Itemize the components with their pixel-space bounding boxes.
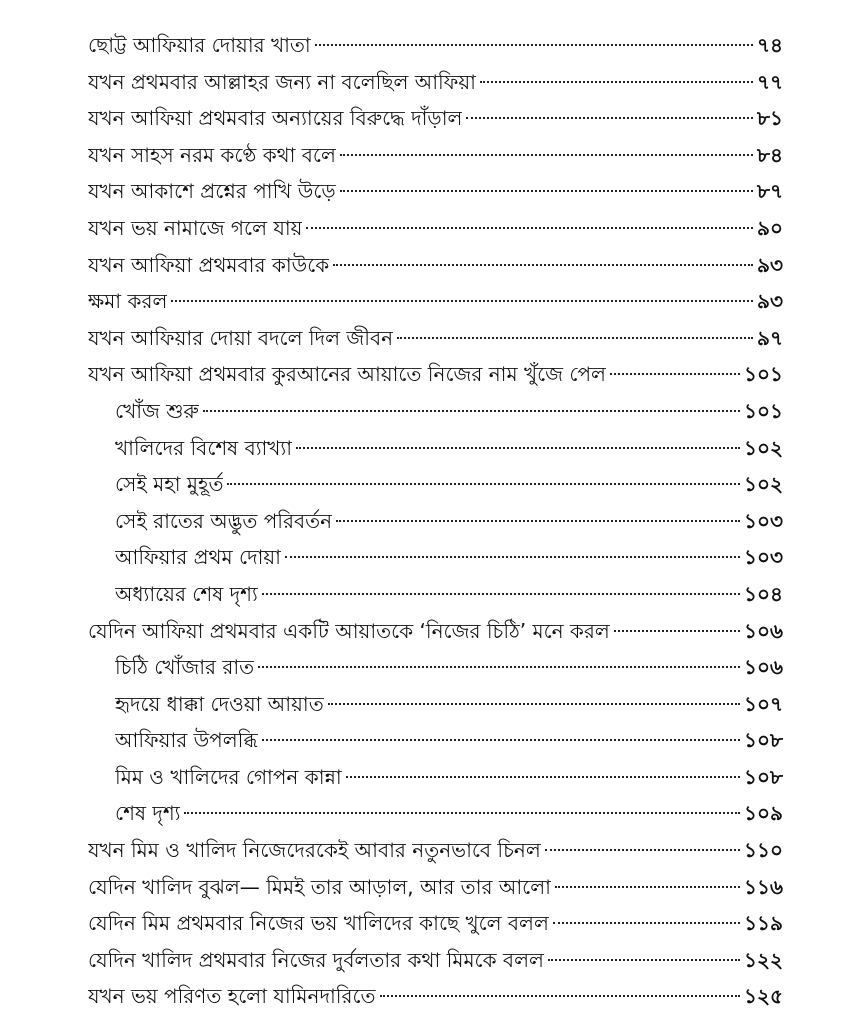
toc-entry-title: ক্ষমা করল [88,289,168,314]
dot-leader [203,410,740,412]
toc-entry-page-number: ৮১ [757,106,783,131]
toc-entry-title: যখন আকাশে প্রশ্নের পাখি উড়ে [88,179,336,204]
toc-entry-page-number: ১২২ [744,947,783,972]
toc-entry-page-number: ৯৩ [757,252,783,277]
dot-leader [397,337,753,339]
dot-leader [336,520,740,522]
toc-entry-title: যেদিন মিম প্রথমবার নিজের ভয় খালিদের কাছে খুলে বলল [88,911,549,936]
dot-leader [614,630,740,632]
toc-subentry [88,576,783,613]
toc-entry-title: যখন ভয় পরিণত হলো যামিনদারিতে [88,984,376,1009]
toc-entry-page-number: ১০৩ [744,545,783,570]
toc-entry [88,100,783,137]
toc-entry [88,832,783,869]
toc-entry [88,356,783,393]
toc-entry-page-number: ১০৮ [744,764,783,789]
toc-entry-title: মিম ও খালিদের গোপন কান্না [115,764,342,789]
dot-leader [545,849,740,851]
toc-entry-page-number: ১১০ [744,838,783,863]
toc-entry-title: আফিয়ার প্রথম দোয়া [115,545,281,570]
toc-entry-title: যখন ভয় নামাজে গলে যায় [88,215,303,240]
toc-entry-title: খালিদের বিশেষ ব্যাখ্যা [115,435,293,460]
toc-entry [88,173,783,210]
toc-entry-title: যেদিন খালিদ প্রথমবার নিজের দুর্বলতার কথা মিমকে বলল [88,947,544,972]
dot-leader [555,886,740,888]
toc-subentry [88,795,783,832]
toc-entry [88,137,783,174]
toc-entry-title: যখন মিম ও খালিদ নিজেদেরকেই আবার নতুনভাবে চিনল [88,838,541,863]
toc-entry-page-number: ১১৯ [744,911,783,936]
toc-entry [88,247,783,284]
toc-entry-page-number: ১০৪ [744,581,783,606]
toc-subentry [88,539,783,576]
dot-leader [346,776,740,778]
toc-entry [88,978,783,1015]
toc-entry-page-number: ১০৯ [744,801,783,826]
dot-leader [285,556,740,558]
toc-entry-title: চিঠি খোঁজার রাত [115,655,255,680]
dot-leader [227,483,740,485]
toc-entry-page-number: ৮৭ [757,179,783,204]
table-of-contents [88,27,783,1015]
toc-subentry [88,649,783,686]
toc-entry-page-number: ৯০ [757,215,783,240]
toc-entry [88,905,783,942]
toc-entry-title: সেই রাতের অদ্ভুত পরিবর্তন [115,508,333,533]
dot-leader [306,227,753,229]
toc-entry-page-number: ৯৩ [757,289,783,314]
toc-entry-page-number: ১০৩ [744,508,783,533]
dot-leader [333,264,753,266]
dot-leader [258,666,740,668]
dot-leader [328,703,740,705]
dot-leader [262,593,740,595]
toc-entry-page-number: ৯৭ [757,325,783,350]
toc-entry-page-number: ১০৬ [744,618,783,643]
dot-leader [548,959,740,961]
dot-leader [466,117,753,119]
toc-entry-page-number: ১১৬ [744,874,783,899]
toc-entry [88,613,783,650]
toc-entry [88,942,783,979]
toc-subentry [88,430,783,467]
dot-leader [610,373,740,375]
toc-entry [88,869,783,906]
dot-leader [380,995,741,997]
toc-subentry [88,759,783,796]
toc-entry-title: যখন সাহস নরম কণ্ঠে কথা বলে [88,142,336,167]
toc-entry-title: যখন আফিয়া প্রথমবার কাউকে [88,252,330,277]
toc-entry-page-number: ১০৮ [744,728,783,753]
toc-entry-page-number: ১০৭ [744,691,783,716]
toc-entry [88,320,783,357]
dot-leader [171,300,753,302]
toc-entry-title: যখন আফিয়া প্রথমবার কুরআনের আয়াতে নিজের নাম খুঁজে পেল [88,362,606,387]
toc-entry-title: যেদিন আফিয়া প্রথমবার একটি আয়াতকে ‘নিজের চিঠি’ মনে করল [88,618,610,643]
dot-leader [262,739,740,741]
toc-entry-title: খোঁজ শুরু [115,398,199,423]
dot-leader [480,81,753,83]
toc-entry-page-number: ১০২ [744,435,783,460]
toc-entry-title: হৃদয়ে ধাক্কা দেওয়া আয়াত [115,691,324,716]
dot-leader [184,812,740,814]
toc-entry-page-number: ১০১ [744,398,783,423]
dot-leader [340,190,753,192]
toc-entry-title: আফিয়ার উপলব্ধি [115,728,258,753]
toc-entry-title: যখন আফিয়া প্রথমবার অন্যায়ের বিরুদ্ধে দাঁড়াল [88,106,463,131]
dot-leader [315,44,753,46]
toc-entry [88,210,783,247]
toc-entry-page-number: ১০৬ [744,655,783,680]
toc-entry-title: যেদিন খালিদ বুঝল— মিমই তার আড়াল, আর তার আলো [88,874,551,899]
dot-leader [553,922,740,924]
toc-subentry [88,722,783,759]
toc-entry-title: যখন প্রথমবার আল্লাহর জন্য না বলেছিল আফিয়া [88,69,476,94]
toc-entry-title: শেষ দৃশ্য [115,801,181,826]
toc-subentry [88,466,783,503]
toc-entry-title: ছোট্ট আফিয়ার দোয়ার খাতা [88,33,311,57]
toc-subentry [88,393,783,430]
toc-entry-page-number: ১০১ [744,362,783,387]
toc-entry-page-number: ৭৪ [757,33,783,57]
toc-entry-page-number: ১২৫ [744,984,783,1009]
toc-subentry [88,686,783,723]
toc-entry-title: যখন আফিয়ার দোয়া বদলে দিল জীবন [88,325,394,350]
toc-entry-page-number: ৭৭ [756,69,783,94]
toc-entry-title: সেই মহা মুহূর্ত [115,472,224,497]
toc-entry [88,64,783,101]
toc-entry-page-number: ৮৪ [757,142,783,167]
toc-subentry [88,503,783,540]
toc-entry [88,283,783,320]
toc-entry [88,27,783,64]
toc-entry-title: অধ্যায়ের শেষ দৃশ্য [115,581,258,606]
dot-leader [296,447,740,449]
toc-entry-page-number: ১০২ [744,472,783,497]
dot-leader [340,154,753,156]
